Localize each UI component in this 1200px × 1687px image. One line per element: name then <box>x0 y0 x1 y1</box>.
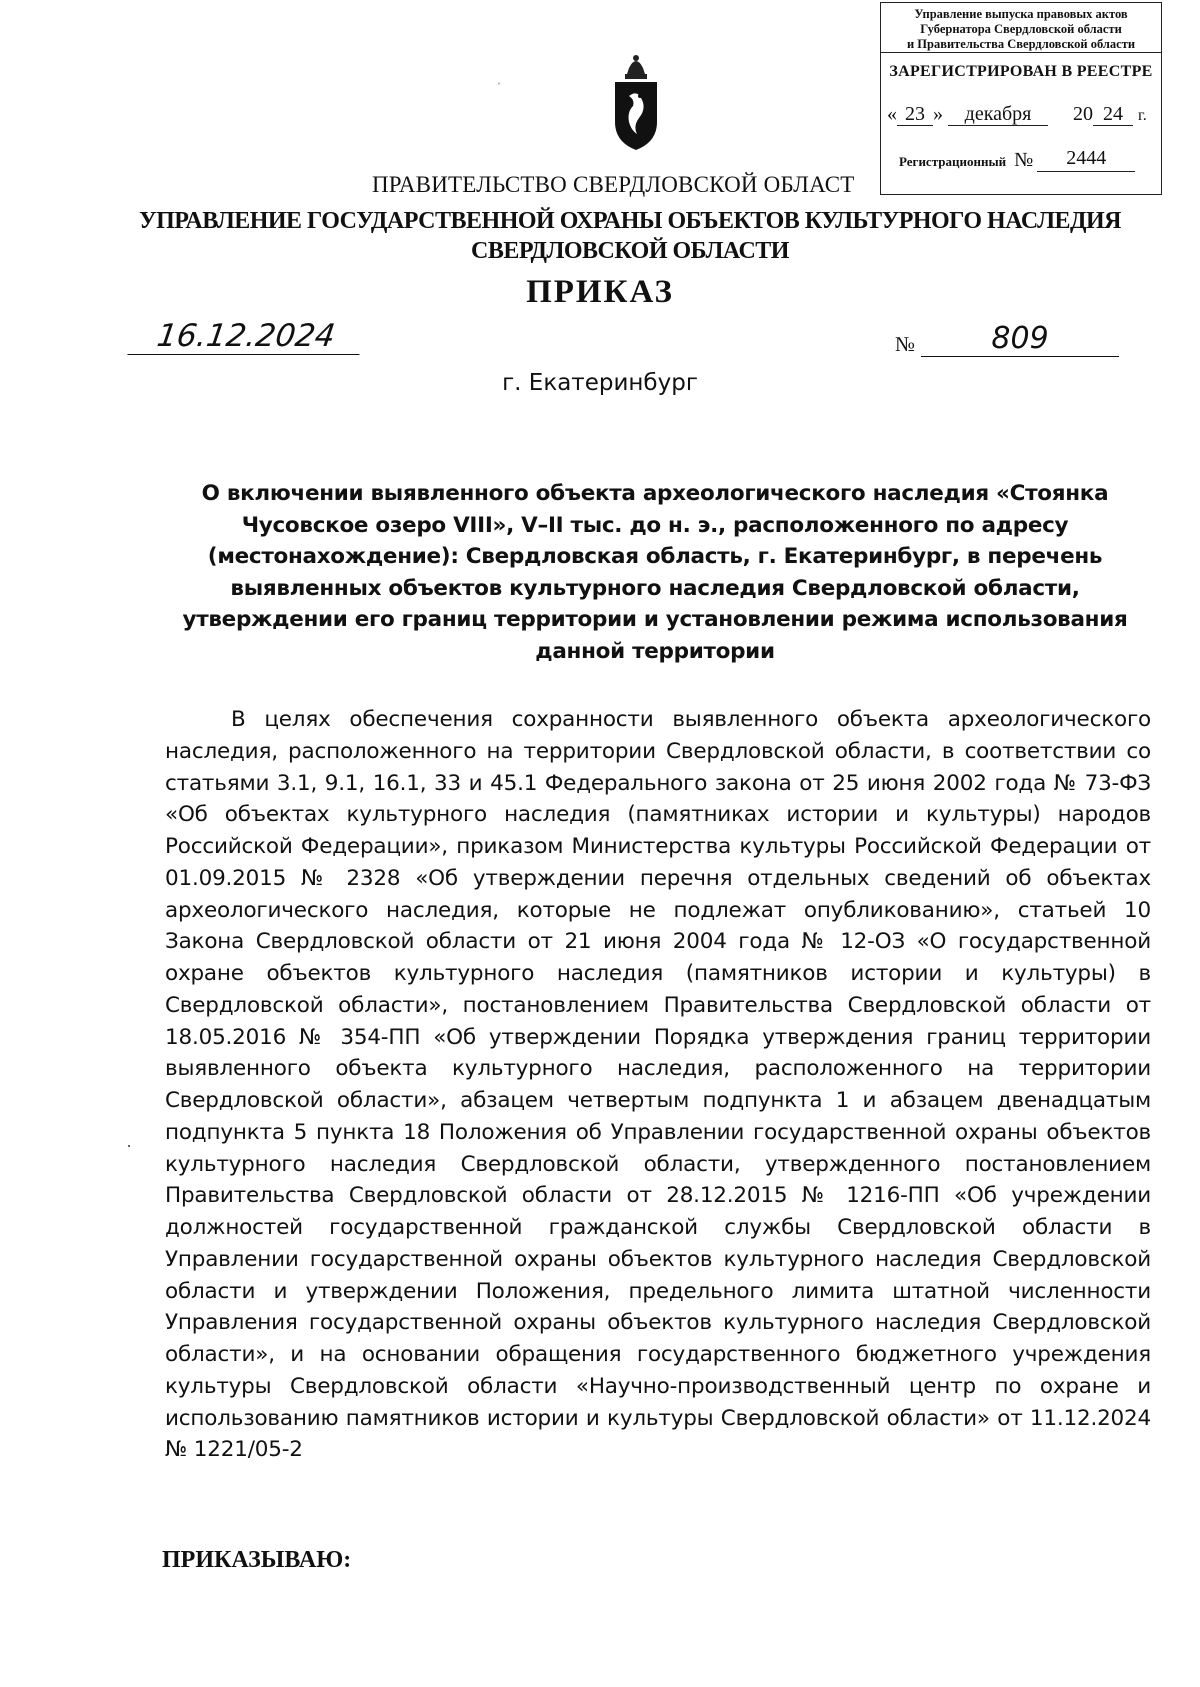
handwritten-date: 16.12.2024 <box>127 318 364 355</box>
stamp-date-year-unit: г. <box>1138 107 1147 124</box>
preamble-paragraph: В целях обеспечения сохранности выявленного объекта археологического наследия, расположенного на территории Свердловской области, в соответствии со статьями 3.1, 9.1, 16.1, 33 и 45.1 Федерального закона от 25 июня 2002 года № 73-ФЗ «Об объектах культурного наследия (памятниках истории и культуры) народов Российской Федерации», приказом Министерства культуры Российской Федерации от 01.09.2015 № 2328 «Об утверждении перечня отдельных сведений об объектах археологического наследия, которые не подлежат опубликованию», статьей 10 Закона Свердловской области от 21 июня 2004 года № 12-ОЗ «О государственной охране объектов культурного наследия (памятников истории и культуры) в Свердловской области», постановлением Правительства Свердловской области от 18.05.2016 № 354-ПП «Об утверждении Порядка утверждения границ территории выявленного объекта культурного наследия, расположенного на территории Свердловской области», абзацем четвертым подпункта 1 и абзацем двенадцатым подпункта 5 пункта 18 Положения об Управлении государственной охраны объектов культурного наследия Свердловской области, утвержденного постановлением Правительства Свердловской области от 28.12.2015 № 1216-ПП «Об учреждении должностей государственной гражданской службы Свердловской области в Управлении государственной охраны объектов культурного наследия Свердловской области и утверждении Положения, предельного лимита штатной численности Управления государственной охраны объектов культурного наследия Свердловской области», и на основании обращения государственного бюджетного учреждения культуры Свердловской области «Научно-производственный центр по охране и использованию памятников истории и культуры Свердловской области» от 11.12.2024 № 1221/05-2 <box>165 707 1151 1463</box>
handwritten-number: 809 <box>921 322 1119 357</box>
scan-dot <box>128 1145 130 1147</box>
order-number-sign: № <box>895 332 916 356</box>
registration-stamp <box>880 2 1162 195</box>
stamp-date-month: декабря <box>948 103 1048 126</box>
order-heading: ПРИКАЗЫВАЮ: <box>162 1547 352 1573</box>
stamp-date-day: 23 <box>897 103 933 126</box>
stamp-date-close-quote: » <box>933 103 943 125</box>
stamp-header-line: Управление выпуска правовых актов <box>914 7 1128 21</box>
stamp-registered-label: ЗАРЕГИСТРИРОВАН В РЕЕСТРЕ <box>889 63 1153 80</box>
stamp-reg-number-sign: № <box>1014 149 1034 171</box>
scan-speck: ˈ <box>497 80 501 94</box>
order-number <box>895 322 1119 357</box>
stamp-header <box>881 3 1161 53</box>
document-type: ПРИКАЗ <box>526 274 674 310</box>
department-name: УПРАВЛЕНИЕ ГОСУДАРСТВЕННОЙ ОХРАНЫ ОБЪЕКТОВ КУЛЬТУРНОГО НАСЛЕДИЯ СВЕРДЛОВСКОЙ ОБЛАСТИ <box>139 208 1121 264</box>
government-name: ПРАВИТЕЛЬСТВО СВЕРДЛОВСКОЙ ОБЛАСТ <box>372 172 855 197</box>
document-title: О включении выявленного объекта археологического наследия «Стоянка Чусовское озеро VIII», V–II тыс. до н. э., расположенного по адресу (местонахождение): Свердловская область, г. Екатеринбург, в перечень выявленных объектов культурного наследия Свердловской области, утверждении его границ территории и установлении режима использования данной территории <box>182 481 1128 664</box>
stamp-reg-number <box>899 145 1161 172</box>
stamp-reg-number-value: 2444 <box>1037 145 1135 172</box>
stamp-header-line: Губернатора Свердловской области <box>920 22 1122 36</box>
stamp-header-line: и Правительства Свердловской области <box>906 37 1136 51</box>
city: г. Екатеринбург <box>502 370 698 396</box>
stamp-date-open-quote: « <box>887 103 897 125</box>
coat-of-arms-icon <box>607 52 665 152</box>
stamp-date-year-suffix: 24 <box>1093 103 1133 126</box>
stamp-date <box>887 103 1157 126</box>
stamp-date-year-prefix: 20 <box>1073 103 1093 125</box>
stamp-reg-number-label: Регистрационный <box>899 154 1007 169</box>
